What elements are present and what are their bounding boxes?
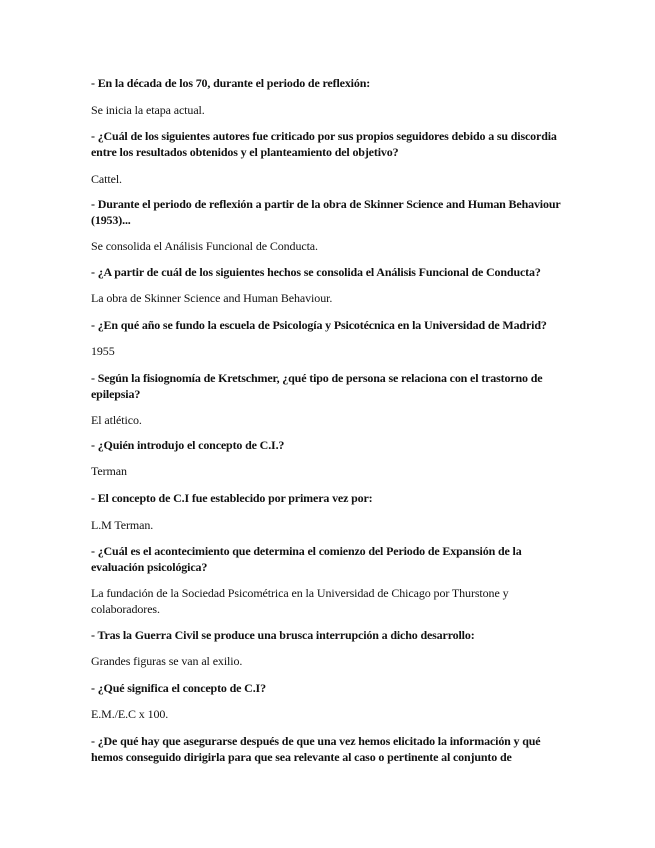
question-8: - El concepto de C.I fue establecido por primera vez por: bbox=[91, 491, 373, 505]
answer-7: Terman bbox=[91, 464, 127, 478]
answer-9: La fundación de la Sociedad Psicométrica en la Universidad de Chicago por Thurstone y colaboradores. bbox=[91, 586, 509, 616]
question-1: - En la década de los 70, durante el periodo de reflexión: bbox=[91, 76, 371, 90]
question-10: - Tras la Guerra Civil se produce una brusca interrupción a dicho desarrollo: bbox=[91, 628, 475, 642]
question-3: - Durante el periodo de reflexión a partir de la obra de Skinner Science and Human Behaviour (1953)... bbox=[91, 197, 561, 227]
answer-3: Se consolida el Análisis Funcional de Conducta. bbox=[91, 239, 318, 253]
question-5: - ¿En qué año se fundo la escuela de Psicología y Psicotécnica en la Universidad de Madrid? bbox=[91, 318, 547, 332]
question-12: - ¿De qué hay que asegurarse después de que una vez hemos elicitado la información y qué hemos conseguido dirigirla para que sea relevante al caso o pertinente al conjunto de bbox=[91, 734, 541, 764]
question-4: - ¿A partir de cuál de los siguientes hechos se consolida el Análisis Funcional de Conducta? bbox=[91, 265, 541, 279]
answer-5: 1955 bbox=[91, 344, 115, 358]
answer-11: E.M./E.C x 100. bbox=[91, 707, 169, 721]
answer-4: La obra de Skinner Science and Human Behaviour. bbox=[91, 291, 333, 305]
answer-6: El atlético. bbox=[91, 413, 142, 427]
answer-2: Cattel. bbox=[91, 172, 122, 186]
question-9: - ¿Cuál es el acontecimiento que determina el comienzo del Periodo de Expansión de la evaluación psicológica? bbox=[91, 544, 522, 574]
answer-1: Se inicia la etapa actual. bbox=[91, 103, 205, 117]
question-2: - ¿Cuál de los siguientes autores fue criticado por sus propios seguidores debido a su discordia entre los resultados obtenidos y el planteamiento del objetivo? bbox=[91, 129, 557, 159]
answer-8: L.M Terman. bbox=[91, 518, 154, 532]
question-6: - Según la fisiognomía de Kretschmer, ¿qué tipo de persona se relaciona con el trastorno de epilepsia? bbox=[91, 371, 543, 401]
answer-10: Grandes figuras se van al exilio. bbox=[91, 654, 243, 668]
question-7: - ¿Quién introdujo el concepto de C.I.? bbox=[91, 438, 285, 452]
question-11: - ¿Qué significa el concepto de C.I? bbox=[91, 681, 266, 695]
